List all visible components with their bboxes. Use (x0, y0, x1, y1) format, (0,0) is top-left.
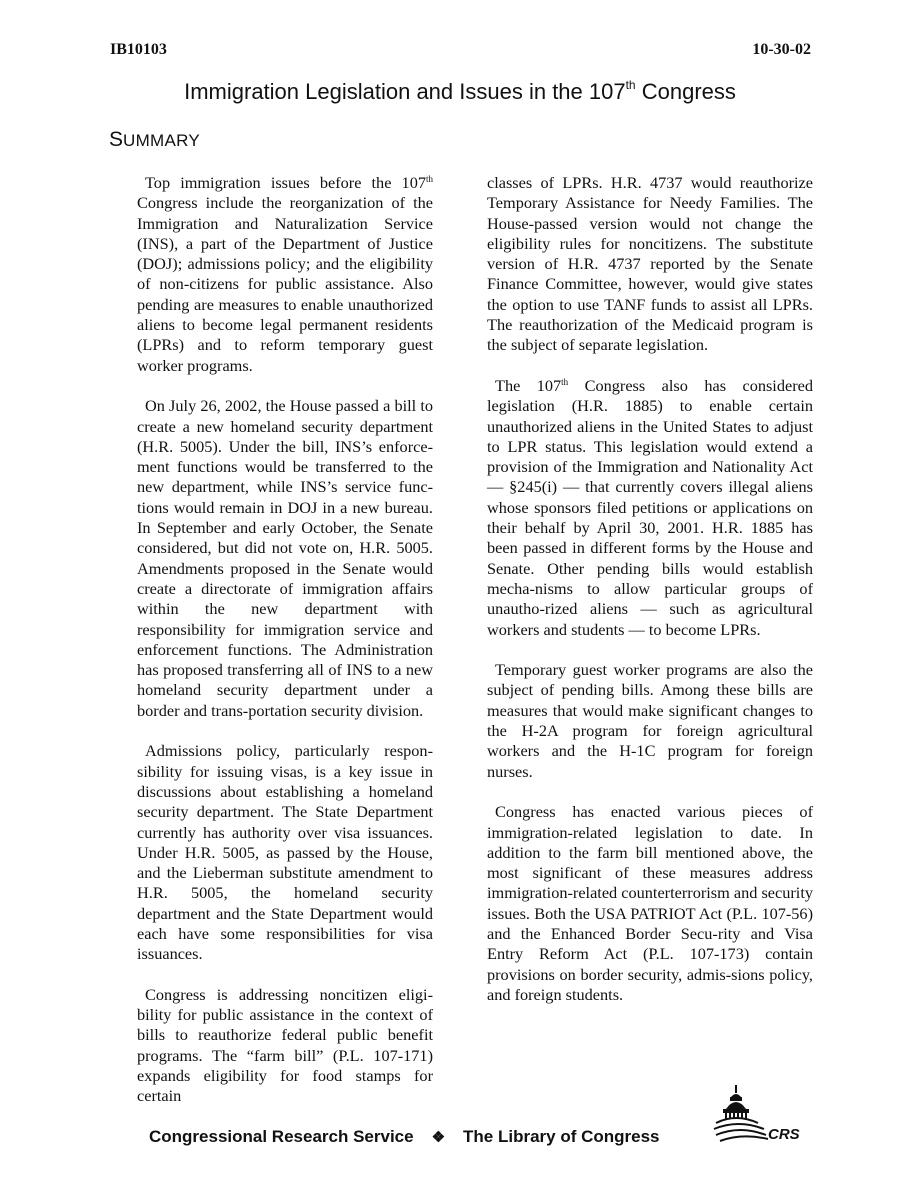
paragraph: Congress has enacted various pieces of immigration-related legislation to date. In addition to the farm bill mentioned above, the most significant of these measures address immigration-related counterterrorism and security issues. Both the USA PATRIOT Act (P.L. 107-56) and the Enhanced Border Secu-rity and Visa Entry Reform Act (P.L. 107-173) contain provisions on border security, admis-sions policy, and foreign students. (487, 802, 813, 1004)
footer (149, 1127, 660, 1147)
footer-publisher: Congressional Research Service (149, 1127, 414, 1146)
footer-library: The Library of Congress (463, 1127, 660, 1146)
crs-logo (712, 1083, 808, 1149)
section-heading-initial: S (109, 128, 124, 151)
title-superscript: th (625, 77, 636, 92)
title-text: Immigration Legislation and Issues in the 107 (184, 79, 626, 104)
paragraph: Top immigration issues before the 107th Congress include the reorganization of the Immigration and Naturalization Service (INS), a part of the Department of Justice (DOJ); admissions policy; and the eligibility of non-citizens for public assistance. Also pending are measures to enable unauthorized aliens to become legal permanent residents (LPRs) and to reform temporary guest worker programs. (137, 173, 433, 375)
document-id: IB10103 (110, 41, 167, 58)
title-text-end: Congress (635, 79, 736, 104)
section-heading (109, 128, 200, 152)
section-heading-rest: UMMARY (123, 131, 201, 150)
left-column (137, 173, 433, 1127)
right-column (487, 173, 813, 1025)
footer-separator: ❖ (431, 1129, 446, 1146)
document-date: 10-30-02 (752, 41, 811, 58)
paragraph: classes of LPRs. H.R. 4737 would reauthorize Temporary Assistance for Needy Families. The House-passed version would not change the eligibility rules for noncitizens. The substitute version of H.R. 4737 reported by the Senate Finance Committee, however, would give states the option to use TANF funds to assist all LPRs. The reauthorization of the Medicaid program is the subject of separate legislation. (487, 173, 813, 355)
paragraph: Admissions policy, particularly respon-sibility for issuing visas, is a key issue in discussions about establishing a homeland security department. The State Department currently has authority over visa issuances. Under H.R. 5005, as passed by the House, and the Lieberman substitute amendment to H.R. 5005, the homeland security department and the State Department would each have some responsibilities for visa issuances. (137, 741, 433, 964)
logo-text: CRS (768, 1126, 800, 1143)
page-title (0, 79, 920, 105)
paragraph: Congress is addressing noncitizen eligi-bility for public assistance in the context of bills to reauthorize federal public benefit programs. The “farm bill” (P.L. 107-171) expands eligibility for food stamps for certain (137, 984, 433, 1106)
paragraph: Temporary guest worker programs are also the subject of pending bills. Among these bills are measures that would make significant changes to the H-2A program for foreign agricultural workers and the H-1C program for foreign nurses. (487, 660, 813, 781)
paragraph: On July 26, 2002, the House passed a bill to create a new homeland security department (H.R. 5005). Under the bill, INS’s enforce-ment functions would be transferred to the new department, while INS’s service func-tions would remain in DOJ in a new bureau. In September and early October, the Senate considered, but did not vote on, H.R. 5005. Amendments proposed in the Senate would create a directorate of immigration affairs within the new department with responsibility for immigration service and enforcement functions. The Administration has proposed transferring all of INS to a new homeland security department under a border and trans-portation security division. (137, 396, 433, 720)
paragraph: The 107th Congress also has considered legislation (H.R. 1885) to enable certain unauthorized aliens in the United States to adjust to LPR status. This legislation would extend a provision of the Immigration and Nationality Act — §245(i) — that currently covers illegal aliens whose sponsors filed petitions or applications on their behalf by April 30, 2001. H.R. 1885 has been passed in different forms by the House and Senate. Other pending bills would establish mecha-nisms to allow particular groups of unautho-rized aliens — such as agricultural workers and students — to become LPRs. (487, 375, 813, 639)
